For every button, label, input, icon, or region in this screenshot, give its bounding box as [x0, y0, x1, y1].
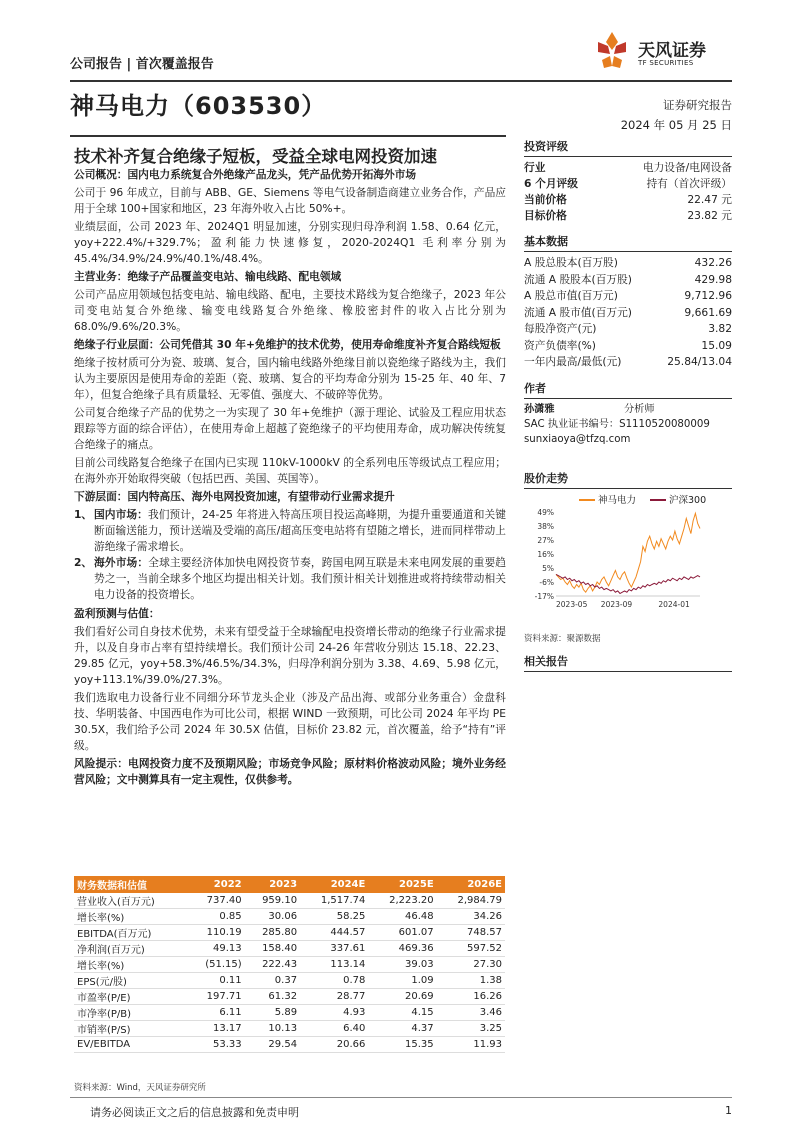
table-cell: 469.36 [368, 941, 436, 957]
report-type: 证券研究报告 [663, 98, 732, 112]
table-cell: 601.07 [368, 925, 436, 941]
table-cell: 748.57 [437, 925, 505, 941]
table-row [74, 1021, 505, 1037]
table-cell: 5.89 [245, 1005, 300, 1021]
table-cell: 3.25 [437, 1021, 505, 1037]
y-tick-label: 27% [537, 535, 554, 545]
table-cell: 3.46 [437, 1005, 505, 1021]
table-cell: 28.77 [300, 989, 368, 1005]
table-cell: 16.26 [437, 989, 505, 1005]
row-label: 市净率(P/B) [74, 1005, 187, 1021]
table-cell: 444.57 [300, 925, 368, 941]
table-header-year: 2022 [187, 876, 244, 893]
section-heading: 下游层面：国内特高压、海外电网投资加速，有望带动行业需求提升 [74, 490, 395, 503]
main-title: 技术补齐复合绝缘子短板，受益全球电网投资加速 [74, 147, 437, 166]
row-label: 市销率(P/S) [74, 1021, 187, 1037]
table-row [74, 989, 505, 1005]
y-tick-label: -6% [539, 577, 554, 587]
table-cell: 10.13 [245, 1021, 300, 1037]
row-label: 增长率(%) [74, 957, 187, 973]
series-line-stock [556, 513, 700, 592]
logo-mark-icon [590, 28, 636, 74]
rating-title: 投资评级 [524, 137, 732, 157]
table-cell: 6.40 [300, 1021, 368, 1037]
list-item [74, 507, 506, 555]
analyst-cert: SAC 执业证书编号：S1110520080009 [524, 418, 710, 430]
basic-data-row: A 股总市值(百万元) 9,712.96 [524, 289, 732, 302]
paragraph: 绝缘子按材质可分为瓷、玻璃、复合，国内输电线路外绝缘目前以瓷绝缘子路线为主，我们认为主要原因是使用寿命的差距（瓷、玻璃、复合的平均寿命分别为 15-25 年、40 年、7 年），但复合绝缘子具有质量轻、无零值、强度大、不破碎等优势。 [74, 356, 506, 401]
table-cell: 0.85 [187, 909, 244, 925]
row-label: EBITDA(百万元) [74, 925, 187, 941]
analyst-role: 分析师 [624, 403, 655, 415]
list-item-text: 全球主要经济体加快电网投资节奏，跨国电网互联是未来电网发展的重要趋势之一，当前全球多个地区均提出相关计划。我们预计相关计划推进或将持续带动相关电力设备的投资增长。 [94, 556, 506, 601]
table-cell: 959.10 [245, 893, 300, 909]
table-header-year: 2026E [437, 876, 505, 893]
table-cell: 158.40 [245, 941, 300, 957]
table-cell: 0.78 [300, 973, 368, 989]
table-cell: 337.61 [300, 941, 368, 957]
table-cell: 13.17 [187, 1021, 244, 1037]
basic-data-row: 流通 A 股市值(百万元) 9,661.69 [524, 305, 732, 319]
page-number: 1 [725, 1104, 732, 1117]
table-cell: 29.54 [245, 1037, 300, 1053]
table-cell: 6.11 [187, 1005, 244, 1021]
analyst-name: 孙潇雅 [524, 403, 555, 415]
price-chart-title: 股价走势 [524, 469, 732, 489]
table-cell: 1.38 [437, 973, 505, 989]
legend-item-stock: 神马电力 [579, 492, 636, 506]
related-reports-title: 相关报告 [524, 652, 732, 672]
table-row [74, 957, 505, 973]
sidebar [524, 137, 732, 675]
table-cell: 4.93 [300, 1005, 368, 1021]
price-chart [524, 508, 732, 630]
analyst-email[interactable]: sunxiaoya@tfzq.com [524, 433, 631, 445]
table-header-label: 财务数据和估值 [74, 876, 187, 893]
table-source: 资料来源：Wind，天风证券研究所 [74, 1083, 206, 1093]
table-cell: 1,517.74 [300, 893, 368, 909]
basic-data-row: 一年内最高/最低(元) 25.84/13.04 [524, 355, 732, 368]
report-date: 2024 年 05 月 25 日 [620, 118, 732, 132]
paragraph: 公司复合绝缘子产品的优势之一为实现了 30 年+免维护（源于理论、试验及工程应用状态跟踪等方面的综合评估），在使用寿命上超越了瓷绝缘子的平均使用寿命，成功解决传统复合绝缘子的痛点。 [74, 406, 506, 451]
table-cell: 737.40 [187, 893, 244, 909]
row-label: EV/EBITDA [74, 1037, 187, 1053]
table-cell: 597.52 [437, 941, 505, 957]
table-cell: 61.32 [245, 989, 300, 1005]
basic-data-row: 流通 A 股股本(百万股) 429.98 [524, 272, 732, 286]
table-cell: 197.71 [187, 989, 244, 1005]
rating-row: 目标价格 23.82 元 [524, 209, 732, 222]
list-item [74, 555, 506, 603]
list-number: 1、 [74, 508, 93, 521]
rating-row: 6 个月评级 持有（首次评级） [524, 177, 732, 190]
table-cell: 46.48 [368, 909, 436, 925]
table-header-year: 2025E [368, 876, 436, 893]
paragraph: 公司于 96 年成立，目前与 ABB、GE、Siemens 等电气设备制造商建立业务合作，产品应用于全球 100+国家和地区，23 年海外收入占比 50%+。 [74, 186, 506, 215]
list-number: 2、 [74, 556, 93, 569]
company-title: 神马电力（603530） [70, 92, 327, 120]
basic-data-row: 每股净资产(元) 3.82 [524, 322, 732, 335]
table-cell: 15.35 [368, 1037, 436, 1053]
table-cell: 20.69 [368, 989, 436, 1005]
list-item-head: 国内市场： [94, 508, 148, 521]
table-cell: 0.11 [187, 973, 244, 989]
section-heading: 盈利预测与估值： [74, 607, 160, 620]
table-row [74, 941, 505, 957]
table-cell: 53.33 [187, 1037, 244, 1053]
list-item-head: 海外市场： [94, 556, 149, 569]
table-row [74, 1037, 505, 1053]
table-row [74, 973, 505, 989]
table-cell: 222.43 [245, 957, 300, 973]
chart-source: 资料来源：聚源数据 [524, 633, 601, 644]
company-logo [590, 28, 750, 76]
analyst-name-row [524, 402, 732, 417]
table-row [74, 1005, 505, 1021]
basic-data-row: A 股总股本(百万股) 432.26 [524, 256, 732, 269]
header-divider [70, 80, 732, 82]
table-cell: 285.80 [245, 925, 300, 941]
y-tick-label: 5% [542, 563, 554, 573]
disclaimer[interactable]: 请务必阅读正文之后的信息披露和免责申明 [90, 1106, 299, 1119]
y-tick-label: -17% [534, 591, 554, 601]
table-cell: 0.37 [245, 973, 300, 989]
paragraph: 公司产品应用领域包括变电站、输电线路、配电，主要技术路线为复合绝缘子，2023 年公司变电站复合外绝缘、输变电线路复合外绝缘、橡胶密封件的收入占比分别为 68.0%/9.6%/20.3%。 [74, 288, 506, 333]
rating-row: 当前价格 22.47 元 [524, 193, 732, 206]
basic-data-title: 基本数据 [524, 232, 732, 252]
legend-item-index: 沪深300 [650, 492, 706, 506]
table-cell: 34.26 [437, 909, 505, 925]
row-label: 净利润(百万元) [74, 941, 187, 957]
title-divider [70, 135, 506, 137]
report-body [74, 167, 506, 790]
paragraph: 目前公司线路复合绝缘子在国内已实现 110kV-1000kV 的全系列电压等级试点工程应用；在海外亦开始取得突破（包括巴西、美国、英国等）。 [74, 456, 506, 485]
table-cell: 2,984.79 [437, 893, 505, 909]
y-tick-label: 16% [537, 549, 554, 559]
table-cell: 113.14 [300, 957, 368, 973]
logo-en: TF SECURITIES [638, 59, 694, 67]
y-tick-label: 49% [537, 507, 554, 517]
chart-legend [579, 492, 732, 506]
risk-warning: 风险提示：电网投资力度不及预期风险；市场竞争风险；原材料价格波动风险；境外业务经营风险；文中测算具有一定主观性，仅供参考。 [74, 757, 506, 786]
table-cell: 110.19 [187, 925, 244, 941]
table-cell: 30.06 [245, 909, 300, 925]
series-line-index [556, 574, 700, 593]
table-cell: 49.13 [187, 941, 244, 957]
table-cell: 20.66 [300, 1037, 368, 1053]
row-label: EPS(元/股) [74, 973, 187, 989]
table-header-year: 2023 [245, 876, 300, 893]
table-cell: 4.37 [368, 1021, 436, 1037]
logo-name: 天风证券 [638, 41, 706, 61]
section-heading: 主营业务：绝缘子产品覆盖变电站、输电线路、配电领域 [74, 270, 342, 283]
table-cell: 4.15 [368, 1005, 436, 1021]
rating-row: 行业 电力设备/电网设备 [524, 161, 732, 174]
report-breadcrumb: 公司报告 | 首次覆盖报告 [70, 57, 214, 72]
list-item-text: 我们预计，24-25 年将进入特高压项目投运高峰期，为提升重要通道和关键断面输送能力，预计送端及受端的高压/超高压变电站将有望随之增长，进而同样带动上游绝缘子需求增长。 [94, 508, 506, 553]
paragraph: 我们看好公司自身技术优势，未来有望受益于全球输配电投资增长带动的绝缘子行业需求提升，以及自身市占率有望持续增长。我们预计公司 24-26 年营收分别达 15.18、22.23、29.85 亿元，yoy+58.3%/46.5%/34.3%，归母净利润分别为 3.38、4.69、5.98 亿元，yoy+113.1%/39.0%/27.3%。 [74, 625, 506, 686]
paragraph: 我们选取电力设备行业不同细分环节龙头企业（涉及产品出海、或部分业务重合）金盘科技、华明装备、中国西电作为可比公司，根据 WIND 一致预期，可比公司 2024 年平均 PE 30.5X，我们给予公司 2024 年 30.5X 估值，目标价 23.82 元，首次覆盖，给予“持有”评级。 [74, 691, 506, 752]
analyst-title: 作者 [524, 379, 732, 399]
row-label: 市盈率(P/E) [74, 989, 187, 1005]
table-cell: 11.93 [437, 1037, 505, 1053]
table-cell: (51.15) [187, 957, 244, 973]
financial-table [74, 876, 505, 1053]
table-cell: 1.09 [368, 973, 436, 989]
table-cell: 58.25 [300, 909, 368, 925]
x-tick-label: 2023-09 [600, 599, 633, 609]
x-tick-label: 2023-05 [556, 599, 588, 609]
table-row [74, 909, 505, 925]
table-row [74, 925, 505, 941]
x-tick-label: 2024-01 [658, 599, 690, 609]
table-header-year: 2024E [300, 876, 368, 893]
section-heading: 公司概况：国内电力系统复合外绝缘产品龙头，凭产品优势开拓海外市场 [74, 168, 417, 181]
table-cell: 2,223.20 [368, 893, 436, 909]
section-heading: 绝缘子行业层面：公司凭借其 30 年+免维护的技术优势，使用寿命维度补齐复合路线短板 [74, 338, 501, 351]
row-label: 营业收入(百万元) [74, 893, 187, 909]
footer-divider [70, 1097, 732, 1098]
table-cell: 39.03 [368, 957, 436, 973]
paragraph: 业绩层面，公司 2023 年、2024Q1 明显加速，分别实现归母净利润 1.58、0.64 亿元，yoy+222.4%/+329.7%；盈利能力快速修复，2020-2024Q1 毛利率分别为 45.4%/34.9%/24.9%/40.1%/48.4%。 [74, 220, 506, 265]
price-chart-svg [524, 508, 732, 612]
basic-data-row: 资产负债率(%) 15.09 [524, 338, 732, 352]
table-row [74, 893, 505, 909]
y-tick-label: 38% [537, 521, 554, 531]
table-cell: 27.30 [437, 957, 505, 973]
row-label: 增长率(%) [74, 909, 187, 925]
